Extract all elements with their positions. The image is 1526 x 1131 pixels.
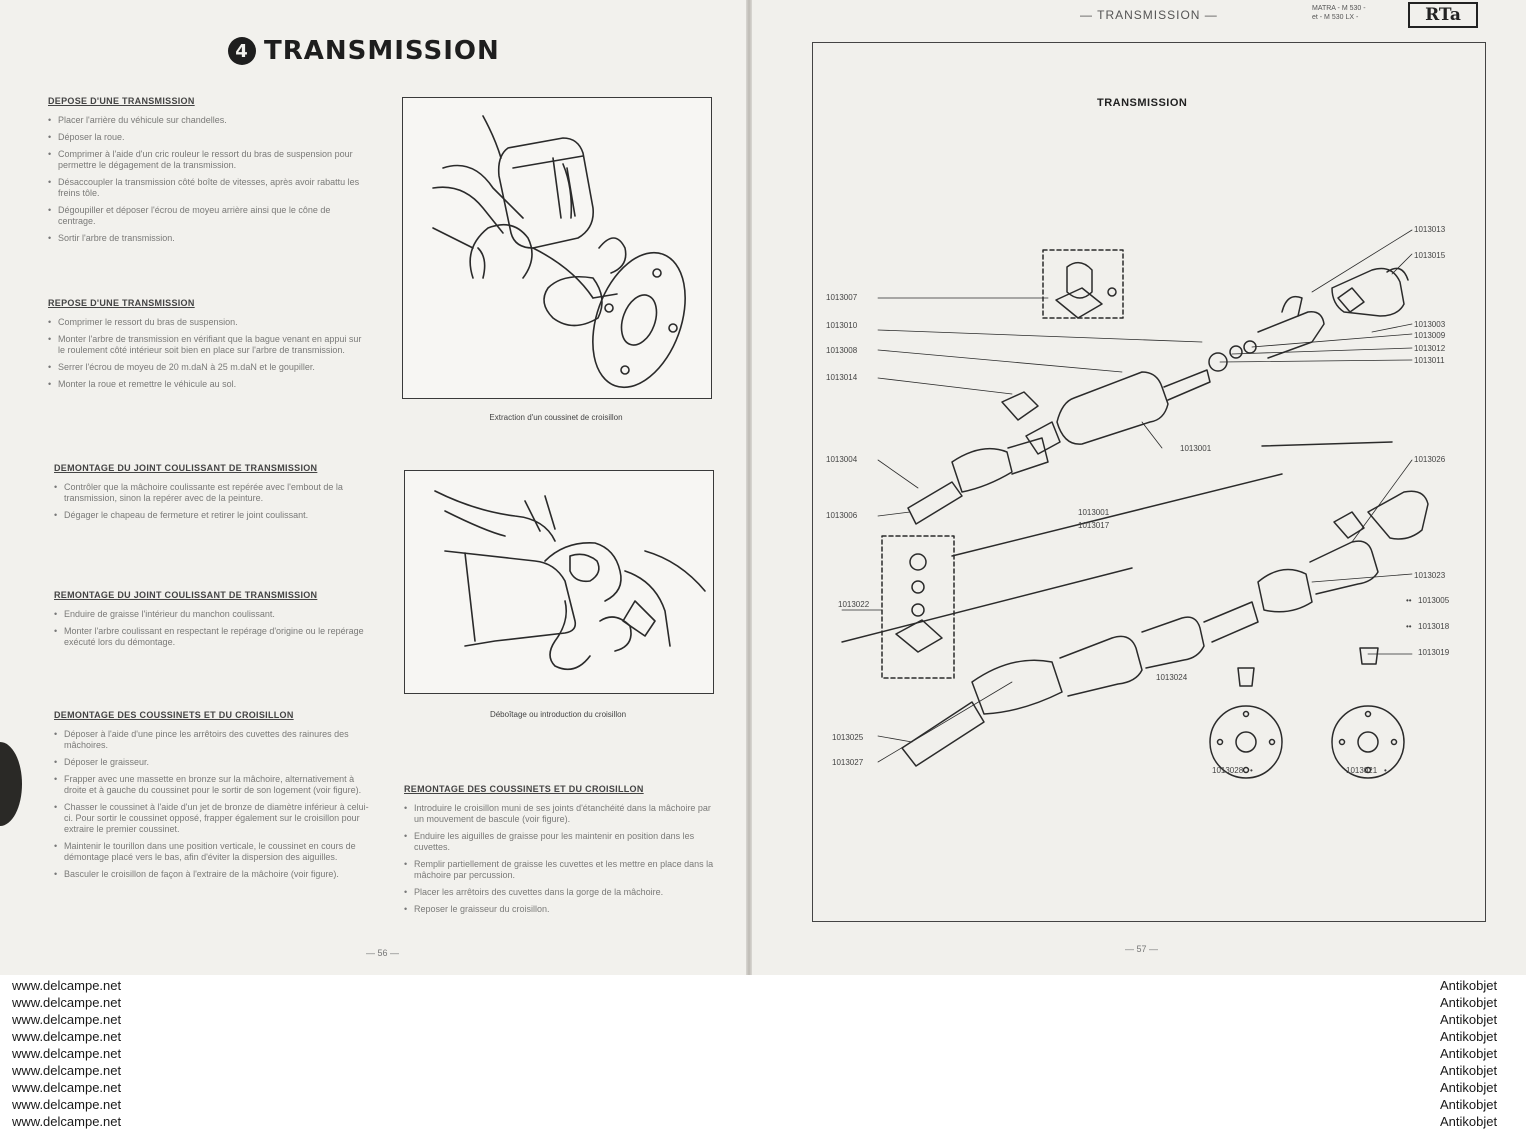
part-ref-label: 1013017 xyxy=(1078,521,1110,530)
watermark-left: www.delcampe.net xyxy=(12,1080,122,1095)
chapter-title xyxy=(228,36,500,66)
section-repose xyxy=(48,298,370,396)
page-number-left: — 56 — xyxy=(366,948,400,958)
part-ref-label: 1013013 xyxy=(1414,225,1446,234)
part-ref-label: 1013018 xyxy=(1418,622,1450,631)
watermark-right: Antikobjet xyxy=(1440,1080,1498,1095)
list-item: • Remplir partiellement de graisse les cuvettes et les mettre en place dans la mâchoire par percussion. xyxy=(414,859,716,881)
part-ref-label: 1013006 xyxy=(826,511,858,520)
list-item: • Dégager le chapeau de fermeture et retirer le joint coulissant. xyxy=(64,510,370,521)
list-item: • Comprimer le ressort du bras de suspension. xyxy=(58,317,370,328)
list-item: • Contrôler que la mâchoire coulissante est repérée avec l'embout de la transmission, sinon la repérer avec de la peinture. xyxy=(64,482,370,504)
list-item: • Placer l'arrière du véhicule sur chandelles. xyxy=(58,115,370,126)
section-heading: DEMONTAGE DU JOINT COULISSANT DE TRANSMISSION xyxy=(54,463,318,473)
list-item: • Comprimer à l'aide d'un cric rouleur le ressort du bras de suspension pour permettre le dégagement de la transmission. xyxy=(58,149,370,171)
list-item: • Déposer le graisseur. xyxy=(64,757,370,768)
list-item: • Désaccoupler la transmission côté boîte de vitesses, après avoir rabattu les freins tôle. xyxy=(58,177,370,199)
part-ref-label: 1013022 xyxy=(838,600,870,609)
part-ref-label: 1013010 xyxy=(826,321,858,330)
figure-caption: Extraction d'un coussinet de croisillon xyxy=(489,413,623,422)
section-depose xyxy=(48,96,370,250)
section-heading: DEMONTAGE DES COUSSINETS ET DU CROISILLON xyxy=(54,710,294,720)
part-ref-label: 1013005 xyxy=(1418,596,1450,605)
figure-extraction-illustration xyxy=(402,97,712,399)
footnote-mark: •• xyxy=(1406,622,1412,631)
model-line: MATRA - M 530 - xyxy=(1312,5,1366,12)
part-ref-label: 1013008 xyxy=(826,346,858,355)
watermark-left: www.delcampe.net xyxy=(12,1114,122,1129)
section-heading: DEPOSE D'UNE TRANSMISSION xyxy=(48,96,195,106)
list-item: • Serrer l'écrou de moyeu de 20 m.daN à 25 m.daN et le goupiller. xyxy=(58,362,370,373)
watermark-left: www.delcampe.net xyxy=(12,1046,122,1061)
list-item: • Placer les arrêtoirs des cuvettes dans la gorge de la mâchoire. xyxy=(414,887,716,898)
watermark-right: Antikobjet xyxy=(1440,1046,1498,1061)
list-item: • Enduire les aiguilles de graisse pour les maintenir en position dans les cuvettes. xyxy=(414,831,716,853)
list-item: • Frapper avec une massette en bronze sur la mâchoire, alternativement à droite et à gauche du coussinet pour le sortir de son logement (voir figure). xyxy=(64,774,370,796)
list-item: • Enduire de graisse l'intérieur du manchon coulissant. xyxy=(64,609,370,620)
rta-logo: RTa xyxy=(1408,2,1478,28)
watermark-left: www.delcampe.net xyxy=(12,1063,122,1078)
watermark-left: www.delcampe.net xyxy=(12,995,122,1010)
footnote-mark: •• xyxy=(1406,596,1412,605)
watermark-right: Antikobjet xyxy=(1440,1114,1498,1129)
part-ref-label: 1013015 xyxy=(1414,251,1446,260)
list-item: • Reposer le graisseur du croisillon. xyxy=(414,904,716,915)
watermark-right: Antikobjet xyxy=(1440,1063,1498,1078)
list-item: • Déposer à l'aide d'une pince les arrêtoirs des cuvettes des rainures des mâchoires. xyxy=(64,729,370,751)
part-ref-label: 1013025 xyxy=(832,733,864,742)
list-item: • Maintenir le tourillon dans une position verticale, le coussinet en cours de démontage placé vers le bas, afin d'éviter la dispersion des aiguilles. xyxy=(64,841,370,863)
watermark-right: Antikobjet xyxy=(1440,1097,1498,1112)
section-heading: REPOSE D'UNE TRANSMISSION xyxy=(48,298,195,308)
running-header: — TRANSMISSION — xyxy=(1080,8,1218,22)
list-item: • Sortir l'arbre de transmission. xyxy=(58,233,370,244)
diagram-title: TRANSMISSION xyxy=(1097,97,1188,109)
part-ref-label: 1013026 xyxy=(1414,455,1446,464)
section-heading: REMONTAGE DU JOINT COULISSANT DE TRANSMISSION xyxy=(54,590,318,600)
footnote-mark: • xyxy=(1384,766,1387,775)
figure-caption: Déboîtage ou introduction du croisillon xyxy=(489,710,627,719)
part-ref-label: 1013014 xyxy=(826,373,858,382)
exploded-transmission-diagram xyxy=(812,42,1484,920)
list-item: • Basculer le croisillon de façon à l'extraire de la mâchoire (voir figure). xyxy=(64,869,370,880)
part-ref-label: 1013001 xyxy=(1180,444,1212,453)
list-item: • Chasser le coussinet à l'aide d'un jet de bronze de diamètre inférieur à celui-ci. Pour sortir le coussinet opposé, frapper également sur le croisillon pour extraire le premier coussinet. xyxy=(64,802,370,835)
part-ref-label: 1013007 xyxy=(826,293,858,302)
watermark-footer xyxy=(0,975,1526,1131)
model-line: et - M 530 LX - xyxy=(1312,14,1359,21)
page-number-right: — 57 — xyxy=(1125,944,1159,954)
part-ref-label: 1013027 xyxy=(832,758,864,767)
section-remontage-joint xyxy=(54,590,370,654)
part-ref-label: 1013019 xyxy=(1418,648,1450,657)
footnote-mark: • xyxy=(1250,766,1253,775)
watermark-left: www.delcampe.net xyxy=(12,978,122,993)
list-item: • Déposer la roue. xyxy=(58,132,370,143)
part-ref-label: 1013009 xyxy=(1414,331,1446,340)
list-item: • Dégoupiller et déposer l'écrou de moyeu arrière ainsi que le cône de centrage. xyxy=(58,205,370,227)
chapter-number-badge: 4 xyxy=(228,37,256,65)
part-ref-label: 1013001 xyxy=(1078,508,1110,517)
watermark-right: Antikobjet xyxy=(1440,978,1498,993)
part-ref-label: 1013011 xyxy=(1414,356,1445,365)
part-ref-label: 1013024 xyxy=(1156,673,1188,682)
watermark-right: Antikobjet xyxy=(1440,1012,1498,1027)
watermark-right: Antikobjet xyxy=(1440,1029,1498,1044)
list-item: • Monter l'arbre de transmission en vérifiant que la bague venant en appui sur le roulement côté intérieur soit bien en place sur l'arbre de transmission. xyxy=(58,334,370,356)
part-ref-label: 1013004 xyxy=(826,455,858,464)
watermark-left: www.delcampe.net xyxy=(12,1012,122,1027)
part-ref-label: 1013023 xyxy=(1414,571,1446,580)
section-heading: REMONTAGE DES COUSSINETS ET DU CROISILLON xyxy=(404,784,644,794)
watermark-right: Antikobjet xyxy=(1440,995,1498,1010)
watermark-left: www.delcampe.net xyxy=(12,1097,122,1112)
part-ref-label: 1013012 xyxy=(1414,344,1446,353)
chapter-title-text: TRANSMISSION xyxy=(264,36,500,66)
list-item: • Monter la roue et remettre le véhicule au sol. xyxy=(58,379,370,390)
list-item: • Introduire le croisillon muni de ses joints d'étanchéité dans la mâchoire par un mouvement de bascule (voir figure). xyxy=(414,803,716,825)
part-ref-label: 1013028 xyxy=(1212,766,1244,775)
list-item: • Monter l'arbre coulissant en respectant le repérage d'origine ou le repérage exécuté lors du démontage. xyxy=(64,626,370,648)
section-remontage-coussinets xyxy=(404,784,716,921)
section-demontage-joint xyxy=(54,463,370,527)
section-demontage-coussinets xyxy=(54,710,370,886)
watermark-left: www.delcampe.net xyxy=(12,1029,122,1044)
part-ref-label: 1013021 xyxy=(1346,766,1378,775)
model-label xyxy=(1312,4,1366,22)
part-ref-label: 1013003 xyxy=(1414,320,1446,329)
figure-deboitage-illustration xyxy=(404,470,714,694)
